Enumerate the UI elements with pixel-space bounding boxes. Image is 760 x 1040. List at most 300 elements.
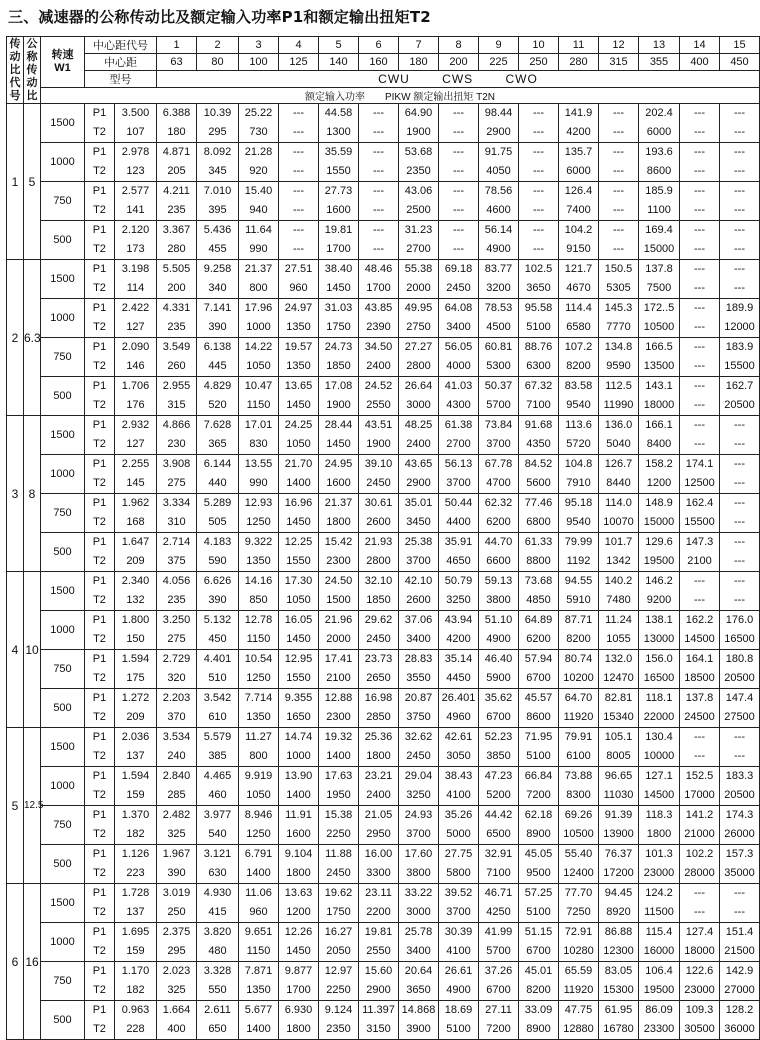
p1-value: 34.50 <box>364 341 393 353</box>
t2-value: 2450 <box>366 477 391 489</box>
value-cell <box>359 494 399 533</box>
t2-value: 13500 <box>643 360 675 372</box>
t2-value: 4300 <box>446 399 471 411</box>
p1-value: --- <box>613 107 624 119</box>
t2-value: 16500 <box>643 672 675 684</box>
value-cell <box>115 923 157 962</box>
t2-value: 235 <box>167 204 186 216</box>
p1-value: 35.01 <box>404 497 433 509</box>
t2-value: --- <box>613 126 624 138</box>
p1-value: 25.36 <box>364 731 393 743</box>
t2-value: 4900 <box>486 633 511 645</box>
value-cell <box>239 611 279 650</box>
value-cell <box>519 884 559 923</box>
p1-value: 127.4 <box>685 926 714 938</box>
t2-value: 1950 <box>326 789 351 801</box>
value-cell <box>639 884 680 923</box>
t2-value: --- <box>613 243 624 255</box>
p1-value: 1.647 <box>121 536 150 548</box>
value-cell <box>157 143 197 182</box>
value-cell <box>639 377 680 416</box>
value-cell <box>197 182 239 221</box>
p1-t2-label-cell <box>85 299 115 338</box>
t2-value: 345 <box>208 165 227 177</box>
t2-label: T2 <box>93 984 106 996</box>
t2-value: 4200 <box>446 633 471 645</box>
center-code-cell: 6 <box>359 37 399 54</box>
p1-value: 78.53 <box>484 302 513 314</box>
p1-value: 83.05 <box>604 965 633 977</box>
table-row <box>7 962 760 1001</box>
center-code-cell: 12 <box>599 37 639 54</box>
p1-value: 86.09 <box>645 1004 673 1016</box>
center-code-cell: 3 <box>239 37 279 54</box>
p1-value: 44.42 <box>484 809 513 821</box>
p1-value: 9.322 <box>244 536 273 548</box>
value-cell <box>157 962 197 1001</box>
p1-value: 30.39 <box>444 926 473 938</box>
p1-value: --- <box>734 575 745 587</box>
value-cell <box>559 494 599 533</box>
t2-value: 3300 <box>366 867 391 879</box>
t2-value: 5800 <box>446 867 471 879</box>
p1-value: 105.1 <box>604 731 633 743</box>
t2-value: 19500 <box>643 555 675 567</box>
value-cell <box>157 494 197 533</box>
value-cell <box>115 260 157 299</box>
p1-value: 46.71 <box>484 887 513 899</box>
p1-value: 2.978 <box>121 146 150 158</box>
t2-value: 15500 <box>724 360 755 372</box>
t2-value: 455 <box>208 243 227 255</box>
t2-value: 2600 <box>406 594 431 606</box>
p1-label: P1 <box>92 224 107 236</box>
t2-value: 13000 <box>643 633 675 645</box>
p1-value: 60.81 <box>484 341 513 353</box>
value-cell <box>359 728 399 767</box>
p1-value: 5.289 <box>203 497 232 509</box>
t2-value: --- <box>694 906 705 918</box>
p1-value: 183.9 <box>725 341 754 353</box>
value-cell <box>680 1001 720 1040</box>
p1-value: 79.99 <box>564 536 593 548</box>
t2-value: 7200 <box>486 1023 511 1035</box>
p1-value: --- <box>533 185 544 197</box>
p1-value: 43.51 <box>364 419 393 431</box>
p1-value: 4.465 <box>203 770 232 782</box>
t2-value: 365 <box>208 438 227 450</box>
p1-value: 98.44 <box>484 107 513 119</box>
value-cell <box>639 962 680 1001</box>
t2-value: 2550 <box>366 399 391 411</box>
p1-value: 157.3 <box>725 848 754 860</box>
value-cell <box>559 923 599 962</box>
p1-value: 16.05 <box>284 614 313 626</box>
value-cell <box>599 806 639 845</box>
value-cell <box>479 533 519 572</box>
value-cell <box>639 845 680 884</box>
t2-value: 400 <box>167 1023 186 1035</box>
p1-value: 4.401 <box>203 653 232 665</box>
value-cell <box>680 962 720 1001</box>
value-cell <box>115 650 157 689</box>
p1-value: 32.62 <box>404 731 433 743</box>
value-cell <box>439 923 479 962</box>
t2-value: 11920 <box>563 984 594 996</box>
value-cell <box>680 767 720 806</box>
value-cell <box>680 806 720 845</box>
value-cell <box>359 221 399 260</box>
t2-label: T2 <box>93 828 106 840</box>
t2-value: --- <box>694 438 705 450</box>
value-cell <box>720 416 760 455</box>
t2-value: --- <box>533 165 544 177</box>
t2-value: 1250 <box>246 516 271 528</box>
t2-value: 11990 <box>603 399 634 411</box>
t2-value: 6200 <box>526 633 551 645</box>
p1-value: --- <box>694 302 705 314</box>
center-code-cell: 9 <box>479 37 519 54</box>
value-cell <box>519 338 559 377</box>
p1-value: 35.59 <box>324 146 353 158</box>
p1-value: 24.52 <box>364 380 393 392</box>
p1-value: 2.203 <box>162 692 191 704</box>
t2-value: 17200 <box>603 867 634 879</box>
value-cell <box>239 572 279 611</box>
value-cell <box>639 923 680 962</box>
value-cell <box>399 455 439 494</box>
value-cell <box>479 338 519 377</box>
value-cell <box>279 494 319 533</box>
model-cws: CWS <box>442 72 474 86</box>
t2-value: 3700 <box>446 477 471 489</box>
t2-value: 9200 <box>646 594 672 606</box>
p1-value: 176.0 <box>725 614 754 626</box>
p1-value: 12.95 <box>284 653 313 665</box>
t2-value: 145 <box>126 477 145 489</box>
p1-value: 147.4 <box>725 692 754 704</box>
p1-value: 45.57 <box>524 692 553 704</box>
value-cell <box>599 572 639 611</box>
value-cell <box>279 1001 319 1040</box>
p1-value: 3.500 <box>121 107 150 119</box>
p1-value: 25.38 <box>404 536 433 548</box>
p1-label: P1 <box>92 419 107 431</box>
p1-value: --- <box>734 107 745 119</box>
value-cell <box>599 416 639 455</box>
p1-value: 43.65 <box>404 458 433 470</box>
speed-cell: 500 <box>41 533 85 572</box>
t2-value: 1350 <box>286 321 311 333</box>
value-cell <box>639 728 680 767</box>
t2-value: 450 <box>208 633 227 645</box>
p1-value: 1.728 <box>121 887 150 899</box>
p1-value: 17.63 <box>324 770 353 782</box>
value-cell <box>680 182 720 221</box>
t2-value: 6700 <box>486 711 511 723</box>
t2-value: 4400 <box>446 516 471 528</box>
t2-value: 5900 <box>486 672 511 684</box>
value-cell <box>519 689 559 728</box>
p1-value: 25.78 <box>404 926 433 938</box>
value-cell <box>720 143 760 182</box>
t2-value: 1250 <box>246 672 271 684</box>
t2-value: 10070 <box>603 516 634 528</box>
t2-value: 19500 <box>643 984 675 996</box>
value-cell <box>115 1001 157 1040</box>
p1-value: --- <box>293 146 304 158</box>
value-cell <box>157 572 197 611</box>
p1-value: 2.120 <box>121 224 150 236</box>
p1-value: 21.28 <box>244 146 273 158</box>
value-cell <box>239 377 279 416</box>
value-cell <box>439 611 479 650</box>
p1-value: 7.628 <box>203 419 232 431</box>
value-cell <box>479 650 519 689</box>
p1-value: 9.258 <box>203 263 232 275</box>
value-cell <box>239 494 279 533</box>
t2-value: 11920 <box>563 711 594 723</box>
speed-cell: 1500 <box>41 572 85 611</box>
t2-value: --- <box>533 126 544 138</box>
p1-value: 39.10 <box>364 458 393 470</box>
t2-value: 8005 <box>606 750 631 762</box>
t2-value: 940 <box>249 204 268 216</box>
center-distance-cell: 100 <box>239 54 279 71</box>
value-cell <box>559 104 599 143</box>
value-cell <box>197 377 239 416</box>
p1-t2-label-cell <box>85 416 115 455</box>
p1-value: 3.367 <box>162 224 191 236</box>
value-cell <box>519 533 559 572</box>
p1-t2-label-cell <box>85 611 115 650</box>
value-cell <box>197 416 239 455</box>
p1-value: 118.1 <box>645 692 673 704</box>
t2-value: 1100 <box>647 204 671 216</box>
t2-value: 20500 <box>724 399 755 411</box>
table-row <box>7 611 760 650</box>
t2-value: 11030 <box>603 789 634 801</box>
p1-label: P1 <box>92 926 107 938</box>
t2-value: 1400 <box>286 477 311 489</box>
value-cell <box>720 494 760 533</box>
t2-value: 20500 <box>724 672 755 684</box>
p1-value: 76.37 <box>604 848 633 860</box>
t2-value: 390 <box>208 321 227 333</box>
value-cell <box>197 455 239 494</box>
p1-value: 64.08 <box>444 302 473 314</box>
p1-value: 9.124 <box>324 1004 353 1016</box>
t2-value: 173 <box>126 243 145 255</box>
value-cell <box>399 767 439 806</box>
p1-value: 27.27 <box>404 341 433 353</box>
t2-value: 2850 <box>366 711 391 723</box>
p1-value: 183.3 <box>725 770 754 782</box>
value-cell <box>680 884 720 923</box>
t2-value: 650 <box>208 1023 227 1035</box>
value-cell <box>720 221 760 260</box>
p1-value: 50.44 <box>444 497 473 509</box>
p1-value: 26.64 <box>404 380 433 392</box>
t2-value: 1150 <box>246 399 271 411</box>
t2-value: --- <box>694 126 705 138</box>
t2-value: 8200 <box>566 633 591 645</box>
p1-value: 46.40 <box>484 653 513 665</box>
value-cell <box>359 143 399 182</box>
value-cell <box>559 572 599 611</box>
p1-value: 13.90 <box>284 770 313 782</box>
value-cell <box>599 884 639 923</box>
p1-value: 150.5 <box>604 263 633 275</box>
p1-value: 41.99 <box>484 926 513 938</box>
t2-value: 3000 <box>406 399 431 411</box>
t2-value: 36000 <box>724 1023 755 1035</box>
value-cell <box>319 884 359 923</box>
t2-value: --- <box>293 204 304 216</box>
value-cell <box>197 845 239 884</box>
ratio-code-header: 传动比代号 <box>7 37 24 104</box>
p1-value: 33.09 <box>524 1004 553 1016</box>
value-cell <box>599 494 639 533</box>
value-cell <box>559 221 599 260</box>
t2-value: 275 <box>167 477 186 489</box>
t2-value: 2300 <box>326 711 351 723</box>
p1-value: 11.27 <box>245 731 272 743</box>
t2-value: 730 <box>249 126 268 138</box>
value-cell <box>399 572 439 611</box>
value-cell <box>519 806 559 845</box>
t2-value: 1000 <box>246 321 271 333</box>
t2-value: 8400 <box>646 438 672 450</box>
t2-value: 295 <box>208 126 227 138</box>
p1-value: 16.98 <box>364 692 393 704</box>
p1-value: 26.401 <box>441 692 476 704</box>
t2-value: 127 <box>126 321 145 333</box>
t2-value: --- <box>373 204 384 216</box>
value-cell <box>239 689 279 728</box>
value-cell <box>559 611 599 650</box>
model-label: 型号 <box>85 71 157 88</box>
p1-t2-label-cell <box>85 221 115 260</box>
value-cell <box>519 104 559 143</box>
t2-value: 5700 <box>486 945 511 957</box>
p1-value: 158.2 <box>645 458 673 470</box>
p1-value: --- <box>734 263 745 275</box>
t2-value: 1050 <box>286 594 311 606</box>
t2-value: 2900 <box>486 126 511 138</box>
value-cell <box>680 143 720 182</box>
value-cell <box>319 962 359 1001</box>
center-distance-cell: 63 <box>157 54 197 71</box>
p1-value: 87.71 <box>564 614 593 626</box>
p1-value: 43.94 <box>444 614 473 626</box>
t2-value: 2000 <box>326 633 351 645</box>
p1-value: 6.138 <box>203 341 232 353</box>
value-cell <box>479 923 519 962</box>
t2-value: 4900 <box>446 984 471 996</box>
t2-value: --- <box>734 477 745 489</box>
value-cell <box>279 845 319 884</box>
value-cell <box>599 338 639 377</box>
t2-value: 990 <box>249 477 268 489</box>
p1-value: 2.023 <box>162 965 191 977</box>
p1-value: 7.141 <box>203 302 232 314</box>
speed-cell: 500 <box>41 1001 85 1040</box>
t2-value: 1192 <box>566 555 591 567</box>
p1-value: 12.93 <box>244 497 273 509</box>
value-cell <box>559 845 599 884</box>
p1-value: --- <box>293 224 304 236</box>
p1-label: P1 <box>92 887 107 899</box>
value-cell <box>359 962 399 1001</box>
p1-value: 61.33 <box>524 536 553 548</box>
p1-value: 7.714 <box>244 692 273 704</box>
t2-value: 8800 <box>526 555 551 567</box>
value-cell <box>115 767 157 806</box>
p1-value: 27.51 <box>284 263 313 275</box>
value-cell <box>319 806 359 845</box>
p1-value: 19.32 <box>324 731 353 743</box>
p1-value: --- <box>694 107 705 119</box>
ratio-code-cell: 6 <box>7 884 24 1040</box>
value-cell <box>197 572 239 611</box>
value-cell <box>680 923 720 962</box>
p1-value: --- <box>373 185 384 197</box>
p1-value: 56.13 <box>444 458 473 470</box>
p1-value: 127.1 <box>645 770 673 782</box>
t2-value: 4100 <box>446 789 471 801</box>
value-cell <box>720 1001 760 1040</box>
p1-value: --- <box>453 224 464 236</box>
value-cell <box>519 143 559 182</box>
t2-value: 182 <box>126 984 145 996</box>
t2-value: 1600 <box>326 477 351 489</box>
p1-value: --- <box>734 536 745 548</box>
t2-value: 3700 <box>446 906 471 918</box>
t2-value: 114 <box>126 282 145 294</box>
t2-value: 4500 <box>486 321 511 333</box>
t2-value: 2250 <box>326 984 351 996</box>
value-cell <box>359 806 399 845</box>
t2-value: 4450 <box>446 672 471 684</box>
value-cell <box>399 845 439 884</box>
value-cell <box>239 884 279 923</box>
center-distance-cell: 160 <box>359 54 399 71</box>
t2-value: 23000 <box>643 867 675 879</box>
p1-value: --- <box>694 419 705 431</box>
p1-value: 78.56 <box>484 185 513 197</box>
t2-value: 1800 <box>366 750 391 762</box>
t2-value: 12470 <box>603 672 634 684</box>
value-cell <box>279 533 319 572</box>
p1-value: 141.9 <box>564 107 593 119</box>
p1-value: 102.2 <box>685 848 714 860</box>
speed-cell: 750 <box>41 806 85 845</box>
value-cell <box>479 689 519 728</box>
p1-value: 49.95 <box>404 302 433 314</box>
center-distance-cell: 225 <box>479 54 519 71</box>
value-cell <box>599 962 639 1001</box>
p1-label: P1 <box>92 341 107 353</box>
t2-value: --- <box>533 243 544 255</box>
value-cell <box>239 923 279 962</box>
p1-value: 73.84 <box>484 419 513 431</box>
t2-value: 2400 <box>406 438 431 450</box>
t2-value: 2950 <box>366 828 391 840</box>
p1-value: 126.4 <box>564 185 593 197</box>
value-cell <box>157 611 197 650</box>
nominal-ratio-cell: 16 <box>24 884 41 1040</box>
